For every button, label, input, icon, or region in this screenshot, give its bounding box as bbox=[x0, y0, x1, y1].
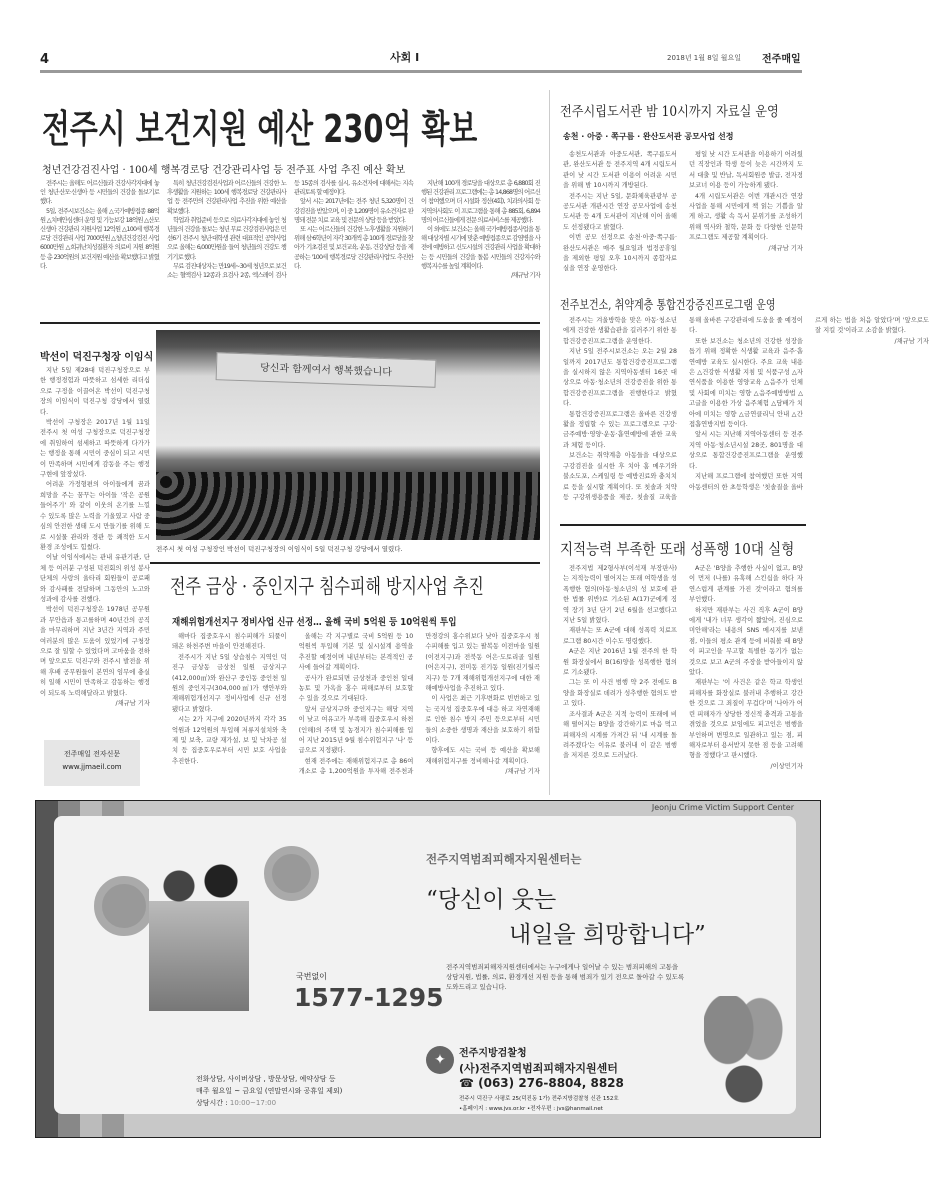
paragraph: 지난 5일 전주시보건소는 오는 2월 28일까지 2017년도 통합건강증진프로그램을 실시하지 않은 지역아동센터 16곳 대상으로 아동·청소년의 건강증진을 위한 통합건강증진프로그램을 진행한다고 밝혔다. bbox=[563, 348, 677, 408]
ad-phone[interactable]: ☎ (063) 276-8804, 8828 bbox=[459, 1076, 624, 1090]
lead-body bbox=[40, 179, 540, 319]
advertisement bbox=[35, 800, 821, 1138]
paragraph: 앞서 시는 지난해 지역아동센터 등 전주지역 아동·청소년시설 28곳, 801명을 대상으로 통합건강증진프로그램을 운영했다. bbox=[689, 431, 803, 470]
hours-label: 상담시간 : bbox=[196, 1099, 228, 1107]
library-subhead: 송천 · 아중 · 쪽구름 · 완산도서관 공모사업 선정 bbox=[563, 132, 734, 141]
paragraph: 박선이 덕진구청장은 1978년 공무원과 무안읍과 통고를하며 40년간의 공직을 마무리하며 지난 3년간 지역과 주민 여러분의 많은 도움이 있었기에 구청장으로 잘 일할 수 있었다며 고마움을 전하며 앞으로도 덕진구와 전주시 발전을 위해 후배 공무원들이 본연의 임무에 충실히 일해 시민이 만족하고 감동하는 행정이 되도록 노력해달라고 밝혔다. bbox=[40, 606, 150, 697]
ad-address: 전주시 덕진구 사평로 25(덕진동 1가) 전주지방검찰청 신관 152호 bbox=[459, 1096, 619, 1102]
byline: /채규남 기자 bbox=[115, 700, 150, 707]
paragraph: 5일, 전주시보건소는 올해 △국가예방접종 88억원 △치매안심센터 운영 및 기능보강 18억원 △산모신생아 건강관리 지원사업 12억원 △100세 행복경로당 건강관리 사업 7000만원 △청년건강검진 사업 6000만원 △희귀난치성질환자 의료비 지원 8억원 등 총 230억원의 보건지원 예산을 확보했다고 밝혔다. bbox=[40, 207, 159, 270]
lead-headline: 전주시 보건지원 예산 230억 확보 bbox=[42, 107, 478, 151]
paragraph: 지난 5일 제28대 덕진구청장으로 부한 행정경험과 따뜻하고 섬세한 리더십으로 구정을 이끌어온 박선이 덕진구청장의 이임식이 덕진구청 강당에서 열렸다. bbox=[40, 367, 150, 416]
header-rule bbox=[40, 70, 802, 73]
paragraph: 송천도서관과 아중도서관, 쪽구름도서관, 완산도서관 등 전주지역 4개 시립도서관이 낮 시간 도서관 이용이 어려운 시민을 위해 밤 10시까지 개방된다. bbox=[563, 151, 677, 190]
library-headline: 전주시립도서관 밤 10시까지 자료실 운영 bbox=[560, 104, 779, 120]
lead-subhead: 청년건강검진사업 · 100세 행복경로당 건강관리사업 등 전주표 사업 추진 예산 확보 bbox=[42, 165, 406, 176]
paragraph: 전주지법 제2형사부(이석재 부장판사)는 지적능력이 떨어지는 또래 여학생을 성폭행한 혐의(아동·청소년의 성 보호에 관한 법률 위반)로 기소된 A(17)군에게 징역 장기 3년 단기 2년 6월을 선고했다고 지난 5일 밝혔다. bbox=[563, 565, 677, 625]
divider bbox=[40, 322, 540, 324]
ad-intro: 전주지역범죄피해자지원센터는 bbox=[426, 852, 582, 866]
leaf-illustration bbox=[704, 996, 784, 1106]
paragraph: 현재 전주에는 재해위험지구로 총 86여 개소로 총 1,200억원을 투자해 전주천과 만경강의 홍수위보다 낮아 집중호우시 침수피해를 입고 있는 팔복동 이전마을 일원(이전지구)과 전북동 어은·도토리골 일원(어은지구), 전미동 진기동 일원(진기월곡지구) 등 7개 재해위험개선지구에 대한 재해예방사업을 추진하고 있다. bbox=[298, 633, 540, 776]
paragraph: 무료 검진대상자는 만19세~30세 청년으로 보건소는 혈액검사 12종과 요검사 2종, 엑스레이 검사 등 15종의 검사를 실시, 유소견자에 대해서는 지속 관리토록 할 예정이다. bbox=[167, 180, 413, 280]
paragraph: 이 사업은 최근 기후변화로 빈번하고 있는 국지성 집중호우에 대응 하고 자연재해로 인한 침수 방지 주민 등으로부터 시민들의 소중한 생명과 재산을 보호하기 위함이다. bbox=[425, 695, 540, 745]
photo-caption: 전주시 첫 여성 구청장인 박선이 덕진구청장의 이임식이 5일 덕진구청 강당에서 열렸다. bbox=[156, 545, 403, 553]
e-paper-promo[interactable] bbox=[44, 740, 140, 786]
crime-body bbox=[563, 564, 803, 794]
ad-web[interactable]: •홈페이지 : www.jvs.or.kr •전자우편 : jvs@hanmail.net bbox=[459, 1106, 603, 1112]
paragraph: 해마다 집중호우시 침수피해가 되풀이돼온 하천주변 마을이 안전해진다. bbox=[172, 633, 287, 651]
ad-panel bbox=[54, 816, 796, 1114]
stage-banner bbox=[216, 352, 437, 388]
flood-headline: 전주 금상 · 중인지구 침수피해 방지사업 추진 bbox=[170, 574, 484, 598]
paragraph: 평일 낮 시간 도서관을 이용하기 어려웠던 직장인과 학생 등이 늦은 시간까지 도서 대출 및 반납, 독서회원증 발급, 전자정보코너 이용 등이 가능하게 됐다. bbox=[689, 151, 803, 190]
paragraph: 이날 이임식에서는 관내 유관기관, 단체 등 여러분 구성된 덕진회의 위성 봉사단체의 사랑의 울타리 회원들이 공로패와 감사패를 전달하며 그동안의 노고와 성과에 감사를 전했다. bbox=[40, 554, 150, 603]
decor-circle bbox=[264, 846, 319, 901]
ad-sponsor: 전주지방검찰청 bbox=[459, 1048, 527, 1059]
paper-name: 전주매일 bbox=[762, 54, 801, 65]
section-name: 사회 I bbox=[390, 51, 420, 64]
paragraph: 전주시는 올해도 어르신들과 건강사각지대에 놓인 청년·산모·신생아 등 시민들의 건강을 돌보기로 했다. bbox=[40, 180, 159, 206]
column-rule bbox=[549, 90, 550, 795]
banner-text: 당신과 함께여서 행복했습니다 bbox=[259, 362, 393, 379]
paragraph: 앞서 시는 2017년에는 전주 청년 5,320명이 건강검진을 받았으며, 이 중 1,209명이 유소견자로 판명돼 전문 치료 교육 및 전문의 상담 등을 받았다. bbox=[294, 198, 413, 224]
ad-days: 매주 월요일 ~ 금요일 (연말연시와 공휴일 제외) bbox=[196, 1087, 343, 1095]
paragraph: 지난해 프로그램에 참여했던 또한 지역아동센터의 한 초등학생은 '칫솔질을 올바르게 하는 법을 처음 알았다'며 '앞으로도 잘 지킬 것'이라고 소감을 밝혔다. bbox=[689, 317, 929, 491]
paragraph: 전주시는 지난 5일, 문화체육관광부 공공도서관 개관시간 연장 공모사업에 송천도서관 등 4개 도서관이 지난해 이어 올해도 선정됐다고 밝혔다. bbox=[563, 192, 677, 231]
paragraph: 보건소는 취약계층 아동들을 대상으로 구강검진을 실시한 후 치아 홈 메우기와 불소도포, 스케일링 등 예방진료와 충치치료 등을 실시할 계획이다. 또 칫솔과 치약 등 구강위생용품을 제공, 칫솔질 교육을 통해 올바른 구강관리에 도움을 줄 예정이다. bbox=[563, 317, 803, 501]
paragraph: A군은 지난 2016년 1월 전주의 한 학원 화장실에서 B(16)양을 성폭행한 혐의로 기소됐다. bbox=[563, 648, 677, 677]
promo-title: 전주매일 전자신문 bbox=[63, 750, 121, 758]
children-photo bbox=[149, 861, 249, 1056]
ad-org-english: Jeonju Crime Victim Support Center bbox=[651, 803, 794, 812]
health-body bbox=[563, 316, 929, 512]
page-number: 4 bbox=[40, 52, 50, 67]
decor-circle bbox=[94, 876, 154, 936]
hotline-label: 국번없이 bbox=[296, 972, 327, 981]
paragraph: 향후에도 시는 국비 등 예산을 확보해 재해위험지구를 정비해나갈 계획이다. bbox=[425, 747, 540, 765]
ad-slogan-2: 내일을 희망합니다” bbox=[509, 922, 706, 948]
paragraph: 박선이 구청장은 2017년 1월 11일 전주시 첫 여성 구청장으로 덕진구청장에 취임하여 섬세하고 따뜻하게 다가가는 행정을 통해 시민이 중심이 되고 시민이 만족하며 시민에게 감동을 주는 행정 구현에 앞장섰다. bbox=[40, 419, 150, 479]
paragraph: 또 시는 어르신들의 건강한 노후생활을 지원하기 위해 삼·6학년이 자각 30개씩 총 100개 경로당을 찾아가 기초검진 및 보건교육, 운동, 건강상담 등을 제공하는 '100세 행복경로당 건강관리사업'도 추진한다. bbox=[294, 226, 413, 270]
flood-body bbox=[172, 632, 540, 794]
byline: /채규남 기자 bbox=[894, 337, 929, 345]
paragraph: 그는 또 이 사건 범행 약 2주 전에도 B양을 화장실로 데려가 성추행한 혐의도 받고 있다. bbox=[563, 679, 677, 708]
paragraph: 이번 공모 선정으로 송천·아중·쪽구름·완산도서관은 매주 월요일과 법정공휴일을 제외한 평일 오후 10시까지 종합자료실을 연장 운영한다. bbox=[563, 234, 677, 273]
hours-value: 10:00~17:00 bbox=[229, 1099, 277, 1107]
crime-headline: 지적능력 부족한 또래 성폭행 10대 실형 bbox=[560, 540, 795, 558]
library-body bbox=[563, 150, 803, 280]
byline: /채규남 기자 bbox=[505, 768, 540, 776]
health-headline: 전주보건소, 취약계층 통합건강증진프로그램 운영 bbox=[560, 297, 776, 312]
divider bbox=[150, 562, 540, 564]
paragraph: 전주시는 겨울방학을 맞은 아동·청소년에게 건강한 생활습관을 길러주기 위한 통합건강증진프로그램을 운영한다. bbox=[563, 317, 677, 345]
paragraph: 지난해 100개 경로당을 대상으로 총 6,880회 진행된 건강관리 프로그램에는 총 14,868명의 어르신이 참여했으며 더 시설화 정산(4회), 치과의사회 등 지역의사회도 이 프로그램을 통해 총 885회, 6,894명의 어르신들에게 전문 의료서비스를 제공했다. bbox=[421, 180, 540, 224]
paragraph: 조사결과 A군은 지적 능력이 또래에 비해 떨어지는 B양을 강간하기로 마음 먹고 피해자의 시계를 가져간 뒤 '내 시계를 돌려주겠다'는 이유로 불러내 이 같은 범행을 저지른 것으로 드러났다. bbox=[563, 710, 677, 760]
side-headline: 박선이 덕진구청장 이임식 bbox=[40, 352, 154, 363]
byline: /이상민기자 bbox=[770, 762, 803, 770]
paragraph: 올해는 각 지구별로 국비 5억원 등 10억원씩 투입해 기본 및 실시설계 용역을 추진할 예정이며 내년부터는 본격적인 공사에 들어갈 계획이다. bbox=[298, 633, 414, 672]
paragraph: A군은 'B양을 추행한 사실이 없고, B양이 먼저 (나를) 유혹해 스킨십을 하다 자연스럽게 관계를 가진 것'이라고 혐의를 부인했다. bbox=[689, 565, 803, 604]
paragraph: 학업과 취업준비 등으로 의료사각지대에 놓인 청년들의 건강을 돌보는 청년 무료 건강검진사업은 민선6기 전주시 청년·대학생 관련 대표적인 공약사업으로 올해는 6,000만원을 들여 청년들의 건강도 챙기기로 했다. bbox=[167, 216, 286, 261]
paragraph: 앞서 금상지구와 중인지구는 해당 지역이 낮고 여유고가 부족해 집중호우시 하천(인해)의 주택 및 농경지가 침수피해를 입어 지난 2015년 9월 침수위험지구 '나' 등급으로 지정됐다. bbox=[298, 705, 414, 755]
news-photo bbox=[156, 330, 540, 540]
paragraph: 전주시가 지난 5일 상습침수 지역인 덕진구 금상동 금상천 일원 금상지구(412,000㎡)와 완산구 중인동 중인천 일원의 중인지구(304,000㎡)가 행안부와 재해위험개선지구 정비사업에 신규 선정됐다고 밝혔다. bbox=[172, 653, 287, 713]
paragraph: 또한 보건소는 청소년의 건강한 성장을 돕기 위해 정확한 식생활 교육과 음주·흡연예방 교육도 실시한다. 주요 교육 내용은 △건강한 식생활 지침 및 식품구성 △자연식품을 이용한 영양교육 △음주가 인체 및 사회에 미치는 영향 △음주예방방법 △고글을 이용한 가상 음주체험 △담배가 치아에 미치는 영향 △금연클리닉 안내 △간접흡연방지법 등이다. bbox=[689, 337, 803, 429]
audience bbox=[156, 472, 540, 540]
divider bbox=[560, 524, 806, 526]
paragraph: 어려운 가정형편의 아이들에게 꿈과 희망을 주는 꿈꾸는 아이들 '작은 공원 들어주기' 와 같이 이웃의 온기를 느낄 수 있도록 많은 노력을 기울였고 사람 중심의 안전한 생태 도시 만들기를 위해 도로 시설물 관리와 경관 등 쾌적한 도시 환경 조성에도 힘썼다. bbox=[40, 481, 150, 551]
paragraph: 공사가 완료되면 금상천과 중인천 일대 농토 및 가옥을 홍수 피해로부터 보호할 수 있을 것으로 기대된다. bbox=[298, 674, 414, 703]
ad-description: 전주지역범죄피해자지원센터에서는 누구에게나 일어날 수 있는 범죄피해의 고통을 상담지원, 법률, 의료, 환경개선 지원 등을 통해 범죄가 있기 전으로 돌아갈 수 있도록 도와드리고 있습니다. bbox=[446, 963, 685, 991]
byline: /채규남 기자 bbox=[768, 244, 803, 252]
flood-subhead: 재해위험개선지구 정비사업 신규 선정… 올해 국비 5억원 등 10억원씩 투입 bbox=[172, 617, 457, 628]
paragraph: 통합건강증진프로그램은 올바른 건강생활을 정립할 수 있는 프로그램으로 구강·금주예방·영양·운동·흡연예방에 관한 교육과 체험 등이다. bbox=[563, 410, 677, 449]
issue-date: 2018년 1월 8일 월요일 bbox=[667, 54, 741, 62]
paragraph: 시는 2가 지구에 2020년까지 각각 35억원과 12억원의 투입해 저류지설치와 축제 및 보축, 교량 재가설, 보 및 낙차공 설치 등 집중호우로부터 시민 보호 사업을 추진한다. bbox=[172, 716, 287, 765]
hotline-number[interactable]: 1577-1295 bbox=[294, 983, 444, 1012]
prosecutor-logo-icon: ✦ bbox=[426, 1046, 454, 1074]
ad-slogan-1: “당신이 웃는 bbox=[426, 887, 557, 913]
ad-hours bbox=[196, 1098, 276, 1108]
paragraph: 재판부는 '이 사건은 같은 학교 학생인 피해자를 화장실로 불러내 추행하고 강간한 것으로 그 죄질이 무겁다'며 '나아가 어린 피해자가 상당한 정신적 충격과 고통을 겪었을 것으로 보임에도 피고인은 범행을 부인하며 변명으로 일관하고 있는 점, 피해자로부터 용서받지 못한 점 등을 고려해 형을 정했다'고 판시했다. bbox=[689, 679, 803, 760]
ad-services: 전화상담, 사이버상담 , 방문상담, 예약상담 등 bbox=[196, 1075, 336, 1083]
byline: /채규남 기자 bbox=[511, 272, 540, 280]
ad-center: (사)전주지역범죄피해자지원센터 bbox=[459, 1062, 618, 1075]
paragraph: 하지만 재판부는 사건 직후 A군이 B양에게 '내가 너무 생각이 짧았어, 진심으로 미안해'라는 내용의 SNS 메시지를 보낸 점, 이들의 평소 관계 등에 비춰볼 때 B양이 피고인을 무고할 특별한 동기가 없는 것으로 보고 A군의 주장을 받아들이지 않았다. bbox=[689, 606, 803, 677]
side-body bbox=[40, 366, 150, 736]
promo-url[interactable]: www.jjmaeil.com bbox=[62, 763, 122, 771]
paragraph: 특히 청년건강검진사업과 어르신들의 건강한 노후생활을 지원하는 100세 행복경로당 건강관리사업 등 전주만의 건강관리사업 추진을 위한 예산을 확보했다. bbox=[167, 180, 286, 215]
paragraph: 4개 시립도서관은 이번 개관시간 연장사업을 통해 시민에게 책 읽는 기쁨을 알게 하고, 생활 속 독서 분위기를 조성하기 위해 역사와 철학, 문화 등 다양한 인문학 프로그램도 제공할 계획이다. bbox=[689, 192, 803, 242]
paragraph: 재판부는 또 A군에 대해 성폭력 치료프로그램 80시간 이수도 명령했다. bbox=[563, 627, 677, 645]
paragraph: 이 외에도 보건소는 올해 국가예방접종사업을 통해 대상자별 시기에 맞춘 예방접종으로 감염병을 사전에 예방하고 신도시설의 건강관리 사업을 확대하는 등 시민들의 건강을 돌봄 시민들의 건강지수와 행복지수를 높일 계획이다. bbox=[421, 226, 540, 270]
